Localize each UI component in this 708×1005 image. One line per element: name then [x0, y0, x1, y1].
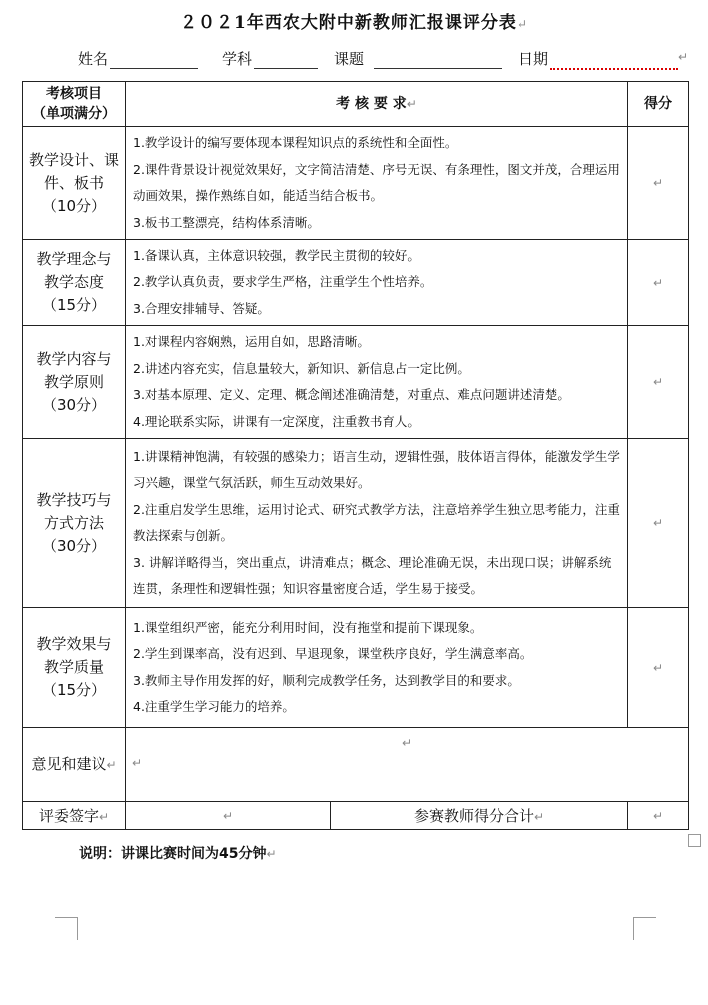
criteria-cell: [126, 326, 628, 439]
section-name: 教学技巧与 方式方法 （30分）: [23, 439, 126, 608]
page-corner-mark: [55, 917, 78, 940]
score-header: 得分: [628, 82, 689, 127]
score-cell[interactable]: ↵: [628, 608, 689, 728]
item-header: 考核项目 （单项满分）: [23, 82, 126, 127]
table-resize-handle[interactable]: [688, 834, 701, 847]
score-cell[interactable]: ↵: [628, 326, 689, 439]
name-blank[interactable]: [110, 68, 198, 69]
criterion: 3.教师主导作用发挥的好，顺利完成教学任务，达到教学目的和要求。: [133, 672, 520, 688]
criterion: 3.合理安排辅导、答疑。: [133, 300, 270, 316]
date-blank[interactable]: [550, 68, 678, 70]
signature-field[interactable]: ↵: [126, 802, 331, 830]
criterion: 1.教学设计的编写要体现本课程知识点的系统性和全面性。: [133, 135, 458, 150]
criterion: 1.备课认真，主体意识较强，教学民主贯彻的较好。: [133, 247, 420, 263]
criterion: 2.课件背景设计视觉效果好，文字简洁清楚、序号无误、有条理性，图文并茂，合理运用动画效果，操作熟练自如，能适当结合板书。: [133, 161, 620, 203]
name-label: 姓名: [78, 50, 109, 68]
topic-blank[interactable]: [374, 68, 502, 69]
total-field[interactable]: ↵: [628, 802, 689, 830]
criterion: 1.课堂组织严密，能充分利用时间，没有拖堂和提前下课现象。: [133, 619, 483, 635]
info-row: 姓名 学科 课题 日期 ↵: [78, 50, 689, 68]
score-cell[interactable]: ↵: [628, 240, 689, 326]
page-corner-mark: [633, 917, 656, 940]
header-row: [23, 82, 689, 127]
evaluation-table: [22, 81, 689, 830]
criterion: 2.讲述内容充实，信息量较大，新知识、新信息占一定比例。: [133, 360, 470, 376]
criteria-cell: [126, 240, 628, 326]
criteria-cell: [126, 127, 628, 240]
document-title: ２０２1年西农大附中新教师汇报课评分表↵: [180, 13, 528, 33]
criterion: 2.注重启发学生思维，运用讨论式、研究式教学方法，注意培养学生独立思考能力，注重教法探索与创新。: [133, 501, 620, 543]
signature-label: 评委签字↵: [23, 802, 126, 830]
criterion: 3. 讲解详略得当，突出重点，讲清难点；概念、理论准确无误，未出现口误；讲解系统连贯，条理性和逻辑性强；知识容量密度合适，学生易于接受。: [133, 554, 612, 596]
criterion: 1.对课程内容娴熟，运用自如，思路清晰。: [133, 334, 370, 349]
criteria-cell: [126, 608, 628, 728]
section-name: 教学内容与 教学原则 （30分）: [23, 326, 126, 439]
section-row: [23, 240, 689, 326]
criterion: 4.注重学生学习能力的培养。: [133, 699, 295, 714]
criterion: 2.学生到课率高，没有迟到、早退现象，课堂秩序良好，学生满意率高。: [133, 646, 533, 661]
note: 说明：讲课比赛时间为45分钟↵: [79, 846, 277, 862]
section-name: 教学效果与 教学质量 （15分）: [23, 608, 126, 728]
criterion: 4.理论联系实际，讲课有一定深度，注重教书育人。: [133, 413, 420, 429]
score-cell[interactable]: ↵: [628, 439, 689, 608]
criterion: 1.讲课精神饱满，有较强的感染力；语言生动，逻辑性强，肢体语言得体，能激发学生学习兴趣，课堂气氛活跃，师生互动效果好。: [133, 448, 620, 490]
section-row: [23, 127, 689, 240]
signature-row: [23, 802, 689, 830]
criterion: 3.板书工整漂亮，结构体系清晰。: [133, 214, 320, 230]
subject-blank[interactable]: [254, 68, 318, 69]
topic-label: 课题: [334, 50, 365, 68]
total-label: 参赛教师得分合计↵: [331, 802, 628, 830]
score-cell[interactable]: ↵: [628, 127, 689, 240]
feedback-row: [23, 728, 689, 802]
subject-label: 学科: [222, 50, 253, 68]
section-row: [23, 439, 689, 608]
section-name: 教学理念与 教学态度 （15分）: [23, 240, 126, 326]
date-label: 日期: [518, 50, 549, 68]
requirements-header: 考 核 要 求↵: [126, 82, 628, 127]
feedback-label: 意见和建议↵: [23, 728, 126, 802]
section-row: [23, 326, 689, 439]
criterion: 2.教学认真负责，要求学生严格，注重学生个性培养。: [133, 274, 433, 290]
criteria-cell: [126, 439, 628, 608]
criterion: 3.对基本原理、定义、定理、概念阐述准确清楚，对重点、难点问题讲述清楚。: [133, 387, 570, 402]
section-name: 教学设计、课 件、板书 （10分）: [23, 127, 126, 240]
feedback-field[interactable]: ↵ ↵: [126, 728, 689, 802]
section-row: [23, 608, 689, 728]
